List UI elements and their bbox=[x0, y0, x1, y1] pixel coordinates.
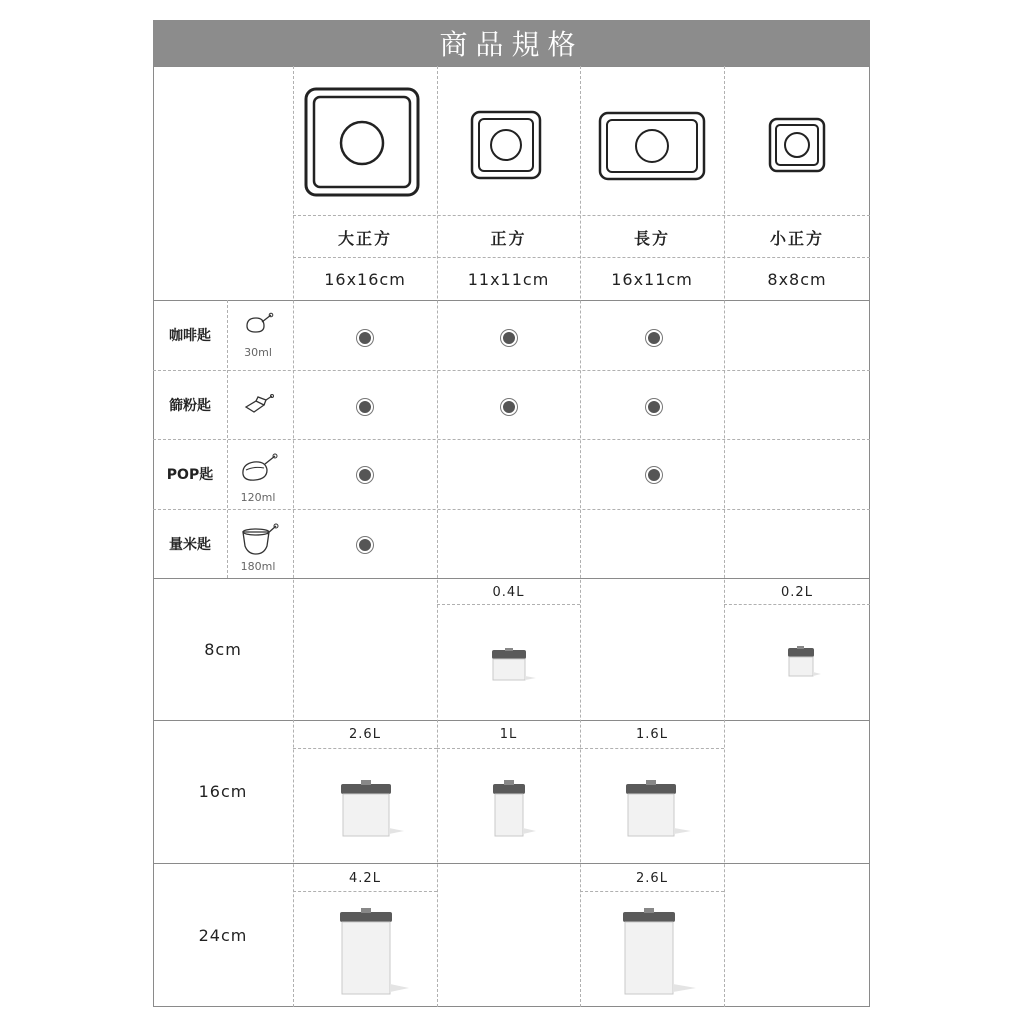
volume-label: 0.2L bbox=[781, 584, 813, 600]
divider bbox=[227, 300, 228, 578]
divider bbox=[153, 439, 870, 440]
rectangle-top-view-icon bbox=[598, 111, 706, 181]
included-dot bbox=[357, 467, 373, 483]
scoop-capacity: 120ml bbox=[240, 490, 276, 504]
height-label: 24cm bbox=[198, 925, 248, 945]
divider bbox=[293, 215, 870, 216]
included-dot bbox=[646, 330, 662, 346]
included-dot bbox=[646, 467, 662, 483]
divider bbox=[153, 66, 870, 67]
column-size: 16x11cm bbox=[611, 270, 693, 289]
scoop-capacity: 30ml bbox=[244, 345, 272, 359]
included-dot bbox=[646, 399, 662, 415]
spec-title: 商品規格 bbox=[153, 20, 870, 66]
volume-label: 1L bbox=[499, 726, 518, 742]
pop-scoop-icon bbox=[240, 452, 280, 484]
column-name: 大正方 bbox=[337, 228, 392, 248]
scoop-name: 咖啡匙 bbox=[169, 328, 211, 344]
divider bbox=[437, 66, 438, 1007]
volume-label: 2.6L bbox=[636, 870, 668, 886]
divider bbox=[724, 604, 870, 605]
column-name: 長方 bbox=[633, 228, 670, 248]
column-size: 16x16cm bbox=[324, 270, 406, 289]
divider bbox=[580, 891, 724, 892]
volume-label: 0.4L bbox=[492, 584, 525, 600]
volume-label: 1.6L bbox=[636, 726, 668, 742]
small-square-top-view-icon bbox=[768, 117, 826, 173]
container-0.4l-image bbox=[490, 648, 538, 684]
square-top-view-icon bbox=[470, 110, 542, 180]
container-2.6l-image bbox=[340, 780, 410, 840]
column-name: 小正方 bbox=[769, 228, 824, 248]
included-dot bbox=[501, 330, 517, 346]
divider bbox=[724, 66, 725, 1007]
coffee-scoop-icon bbox=[244, 312, 274, 338]
rice-scoop-icon bbox=[240, 522, 280, 558]
scoop-name: 篩粉匙 bbox=[169, 397, 211, 414]
sifter-scoop-icon bbox=[244, 393, 274, 417]
column-size: 11x11cm bbox=[467, 270, 550, 289]
volume-label: 2.6L bbox=[349, 726, 381, 742]
included-dot bbox=[357, 399, 373, 415]
height-label: 16cm bbox=[198, 782, 248, 801]
scoop-name: POP匙 bbox=[166, 467, 214, 483]
divider bbox=[437, 604, 580, 605]
divider bbox=[580, 748, 724, 749]
divider bbox=[153, 509, 870, 510]
divider bbox=[293, 748, 437, 749]
divider bbox=[153, 300, 870, 301]
divider bbox=[293, 257, 870, 258]
container-4.2l-image bbox=[339, 908, 415, 998]
large-square-top-view-icon bbox=[303, 86, 421, 198]
height-label: 8cm bbox=[204, 639, 242, 659]
volume-label: 4.2L bbox=[349, 870, 381, 886]
container-1l-image bbox=[492, 780, 546, 840]
included-dot bbox=[357, 537, 373, 553]
column-size: 8x8cm bbox=[767, 270, 827, 289]
container-0.2l-image bbox=[787, 645, 823, 679]
divider bbox=[437, 748, 580, 749]
column-name: 正方 bbox=[490, 228, 527, 248]
scoop-name: 量米匙 bbox=[169, 536, 211, 553]
scoop-capacity: 180ml bbox=[240, 559, 276, 573]
container-1.6l-image bbox=[625, 780, 697, 840]
divider bbox=[153, 370, 870, 371]
included-dot bbox=[501, 399, 517, 415]
included-dot bbox=[357, 330, 373, 346]
container-2.6l-tall-image bbox=[622, 908, 702, 998]
divider bbox=[293, 891, 437, 892]
